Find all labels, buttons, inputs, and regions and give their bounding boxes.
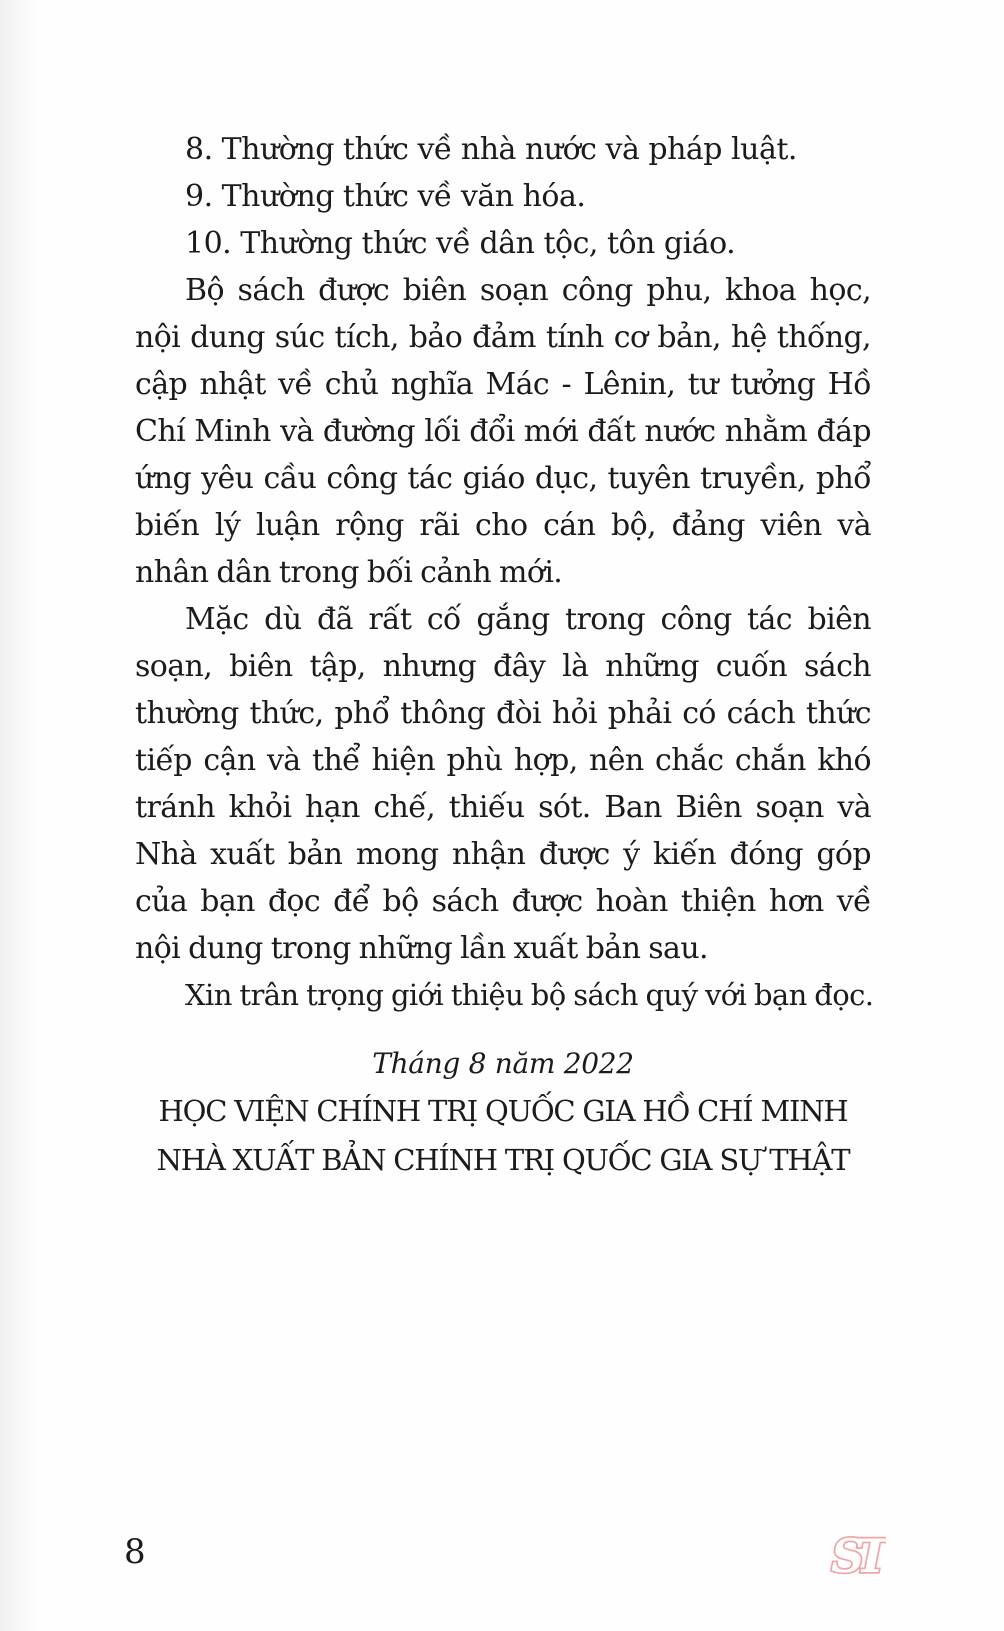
signoff-block [135, 1041, 871, 1185]
paragraph: Bộ sách được biên soạn công phu, khoa học, nội dung súc tích, bảo đảm tính cơ bản, hệ thống, cập nhật về chủ nghĩa Mác - Lênin, tư tưởng Hồ Chí Minh và đường lối đổi mới đất nước nhằm đáp ứng yêu cầu công tác giáo dục, tuyên truyền, phổ biến lý luận rộng rãi cho cán bộ, đảng viên và nhân dân trong bối cảnh mới. [135, 273, 871, 590]
page-number: 8 [124, 1532, 146, 1572]
signoff-date: Tháng 8 năm 2022 [372, 1047, 634, 1080]
list-item: 10. Thường thức về dân tộc, tôn giáo. [185, 226, 736, 261]
publisher-st-logo-icon [826, 1528, 886, 1588]
page-body [135, 126, 874, 1185]
org-name-line-1: HỌC VIỆN CHÍNH TRỊ QUỐC GIA HỒ CHÍ MINH [158, 1094, 848, 1128]
list-item: 9. Thường thức về văn hóa. [185, 179, 586, 214]
list-item: 8. Thường thức về nhà nước và pháp luật. [185, 132, 797, 167]
org-name-line-2: NHÀ XUẤT BẢN CHÍNH TRỊ QUỐC GIA SỰ THẬT [156, 1143, 850, 1177]
closing-paragraph: Xin trân trọng giới thiệu bộ sách quý với bạn đọc. [185, 978, 874, 1012]
paragraph: Mặc dù đã rất cố gắng trong công tác biên soạn, biên tập, nhưng đây là những cuốn sách thường thức, phổ thông đòi hỏi phải có cách thức tiếp cận và thể hiện phù hợp, nên chắc chắn khó tránh khỏi hạn chế, thiếu sót. Ban Biên soạn và Nhà xuất bản mong nhận được ý kiến đóng góp của bạn đọc để bộ sách được hoàn thiện hơn về nội dung trong những lần xuất bản sau. [135, 602, 871, 966]
publisher-logo-text: ST [831, 1529, 881, 1583]
page-left-scan-shadow [0, 0, 38, 1631]
